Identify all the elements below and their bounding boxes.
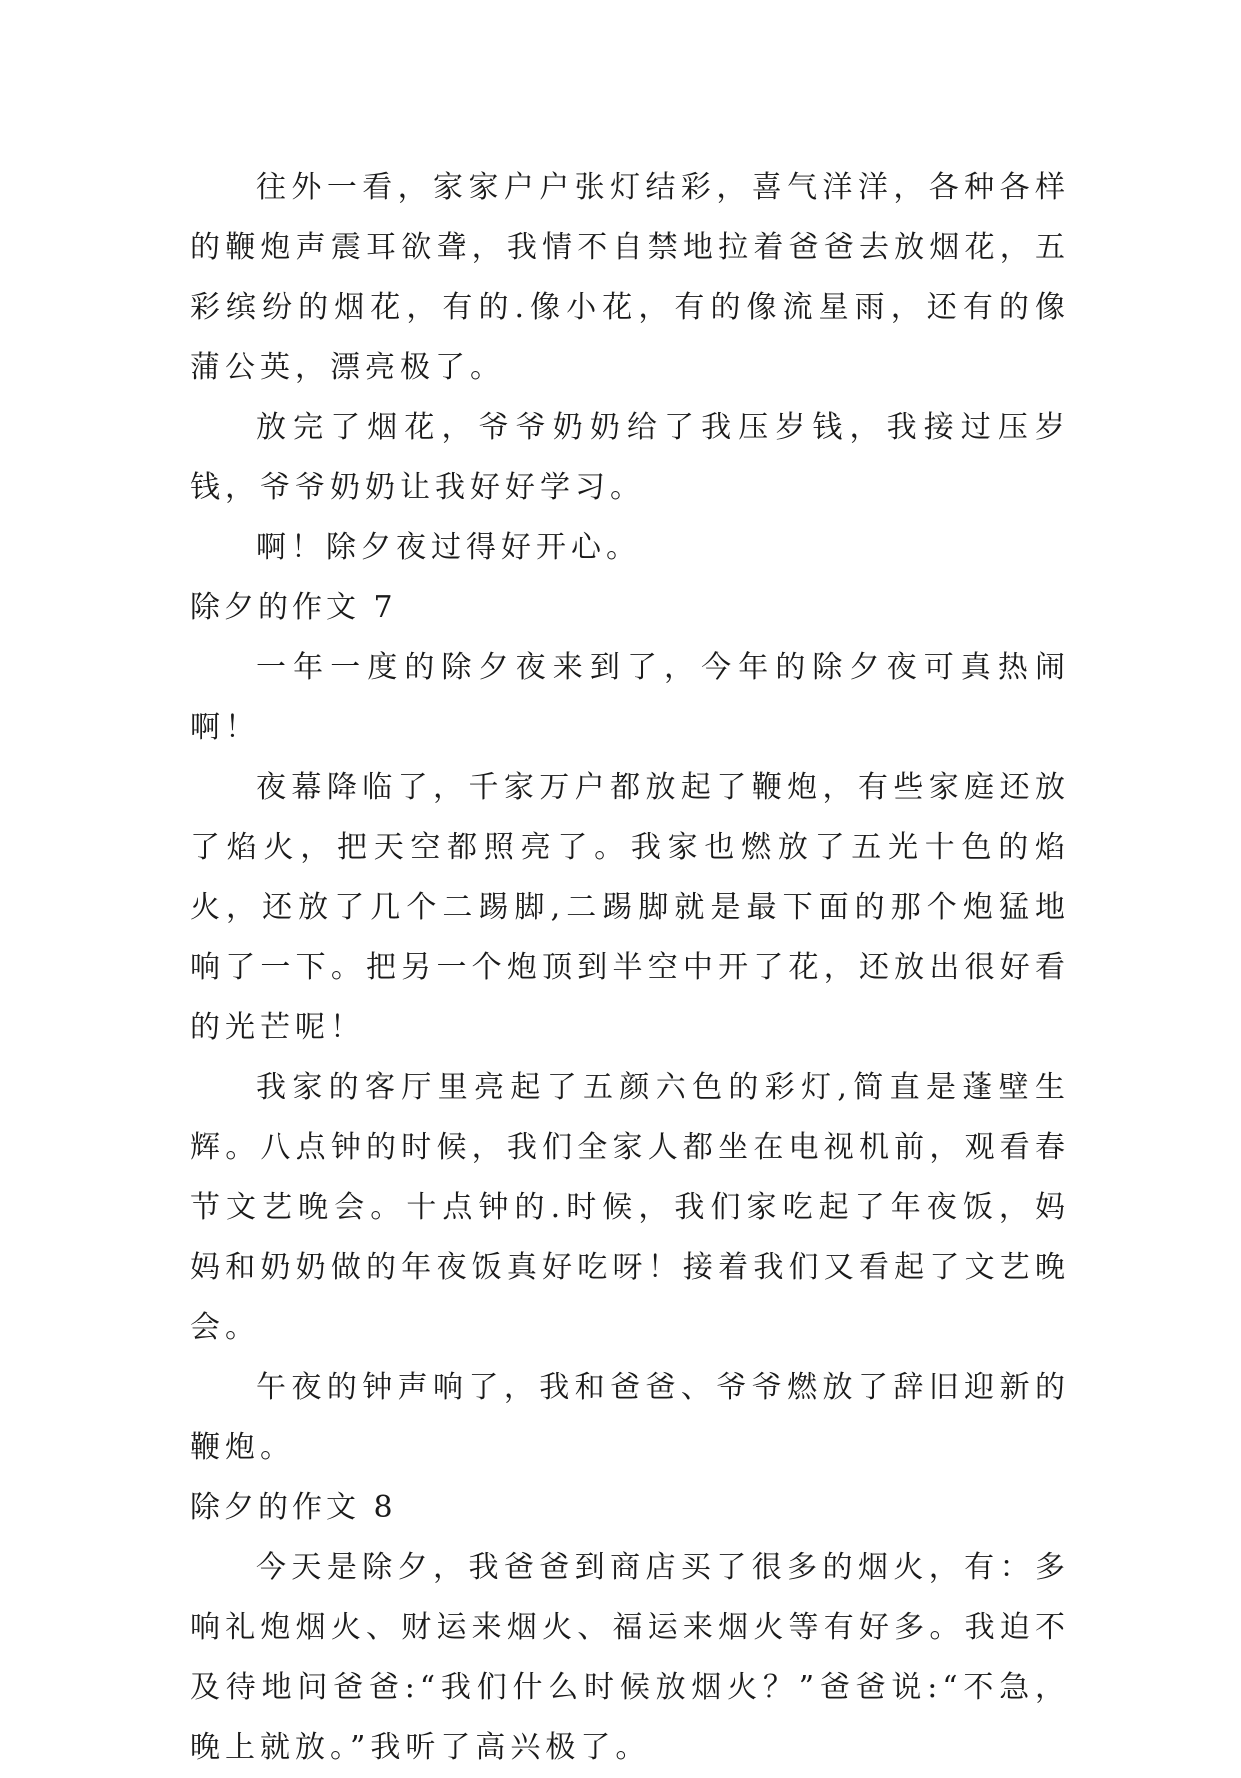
paragraph: 往外一看，家家户户张灯结彩，喜气洋洋，各种各样的鞭炮声震耳欲聋，我情不自禁地拉着爸爸去放烟花，五彩缤纷的烟花，有的.像小花，有的像流星雨，还有的像蒲公英，漂亮极了。 (190, 170, 1070, 385)
paragraph: 我家的客厅里亮起了五颜六色的彩灯,简直是蓬壁生辉。八点钟的时候，我们全家人都坐在电视机前，观看春节文艺晚会。十点钟的.时候，我们家吃起了年夜饭，妈妈和奶奶做的年夜饭真好吃呀！接着我们又看起了文艺晚会。 (190, 1070, 1070, 1345)
paragraph: 放完了烟花，爷爷奶奶给了我压岁钱，我接过压岁钱，爷爷奶奶让我好好学习。 (190, 410, 1070, 505)
paragraph: 一年一度的除夕夜来到了，今年的除夕夜可真热闹啊！ (190, 650, 1070, 745)
paragraph: 午夜的钟声响了，我和爸爸、爷爷燃放了辞旧迎新的鞭炮。 (190, 1370, 1070, 1465)
section-heading: 除夕的作文 8 (190, 1490, 397, 1525)
document-body (190, 158, 1070, 1778)
paragraph: 啊！除夕夜过得好开心。 (256, 530, 641, 565)
paragraph: 今天是除夕，我爸爸到商店买了很多的烟火，有：多响礼炮烟火、财运来烟火、福运来烟火等有好多。我迫不及待地问爸爸:“我们什么时候放烟火？”爸爸说:“不急，晚上就放。”我听了高兴极了。 (190, 1550, 1070, 1765)
section-heading: 除夕的作文 7 (190, 590, 397, 625)
paragraph: 夜幕降临了，千家万户都放起了鞭炮，有些家庭还放了焰火，把天空都照亮了。我家也燃放了五光十色的焰火，还放了几个二踢脚,二踢脚就是最下面的那个炮猛地响了一下。把另一个炮顶到半空中开了花，还放出很好看的光芒呢！ (190, 770, 1070, 1045)
